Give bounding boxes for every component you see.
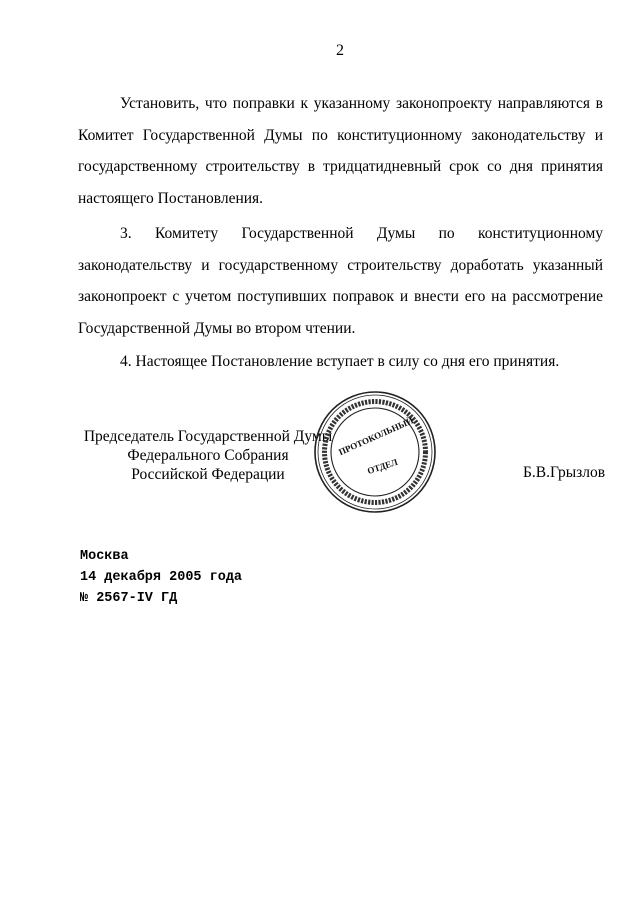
page-number: 2 — [336, 42, 344, 59]
signatory-title-line: Председатель Государственной Думы — [83, 428, 333, 445]
signatory-title-line: Российской Федерации — [131, 466, 285, 483]
paragraph-committee: 3. Комитету Государственной Думы по конституционному законодательству и государственному строительству доработать указанный законопроект с учетом поступивших поправок и внести его на рассмотрение Государственной Думы во втором чтении. — [78, 225, 603, 337]
svg-text:ПРОТОКОЛЬНЫЙ: ПРОТОКОЛЬНЫЙ — [337, 415, 415, 458]
signer-name: Б.В.Грызлов — [523, 464, 606, 481]
signatory-title — [78, 427, 338, 484]
official-stamp-icon — [312, 389, 438, 515]
footer-block — [80, 546, 242, 609]
paragraph-effective: 4. Настоящее Постановление вступает в силу со дня его принятия. — [120, 353, 560, 370]
stamp-inner-top — [337, 415, 415, 457]
footer-date: 14 декабря 2005 года — [80, 570, 243, 585]
footer-city: Москва — [80, 549, 129, 564]
paragraph-amendments: Установить, что поправки к указанному законопроекту направляются в Комитет Государственной Думы по конституционному законодательству и государственному строительству в тридцатидневный срок со дня принятия настоящего Постановления. — [78, 95, 603, 207]
footer-number: № 2567-IV ГД — [80, 591, 178, 606]
stamp-inner-bottom: ОТДЕЛ — [366, 456, 399, 476]
signatory-title-line: Федерального Собрания — [127, 447, 289, 464]
